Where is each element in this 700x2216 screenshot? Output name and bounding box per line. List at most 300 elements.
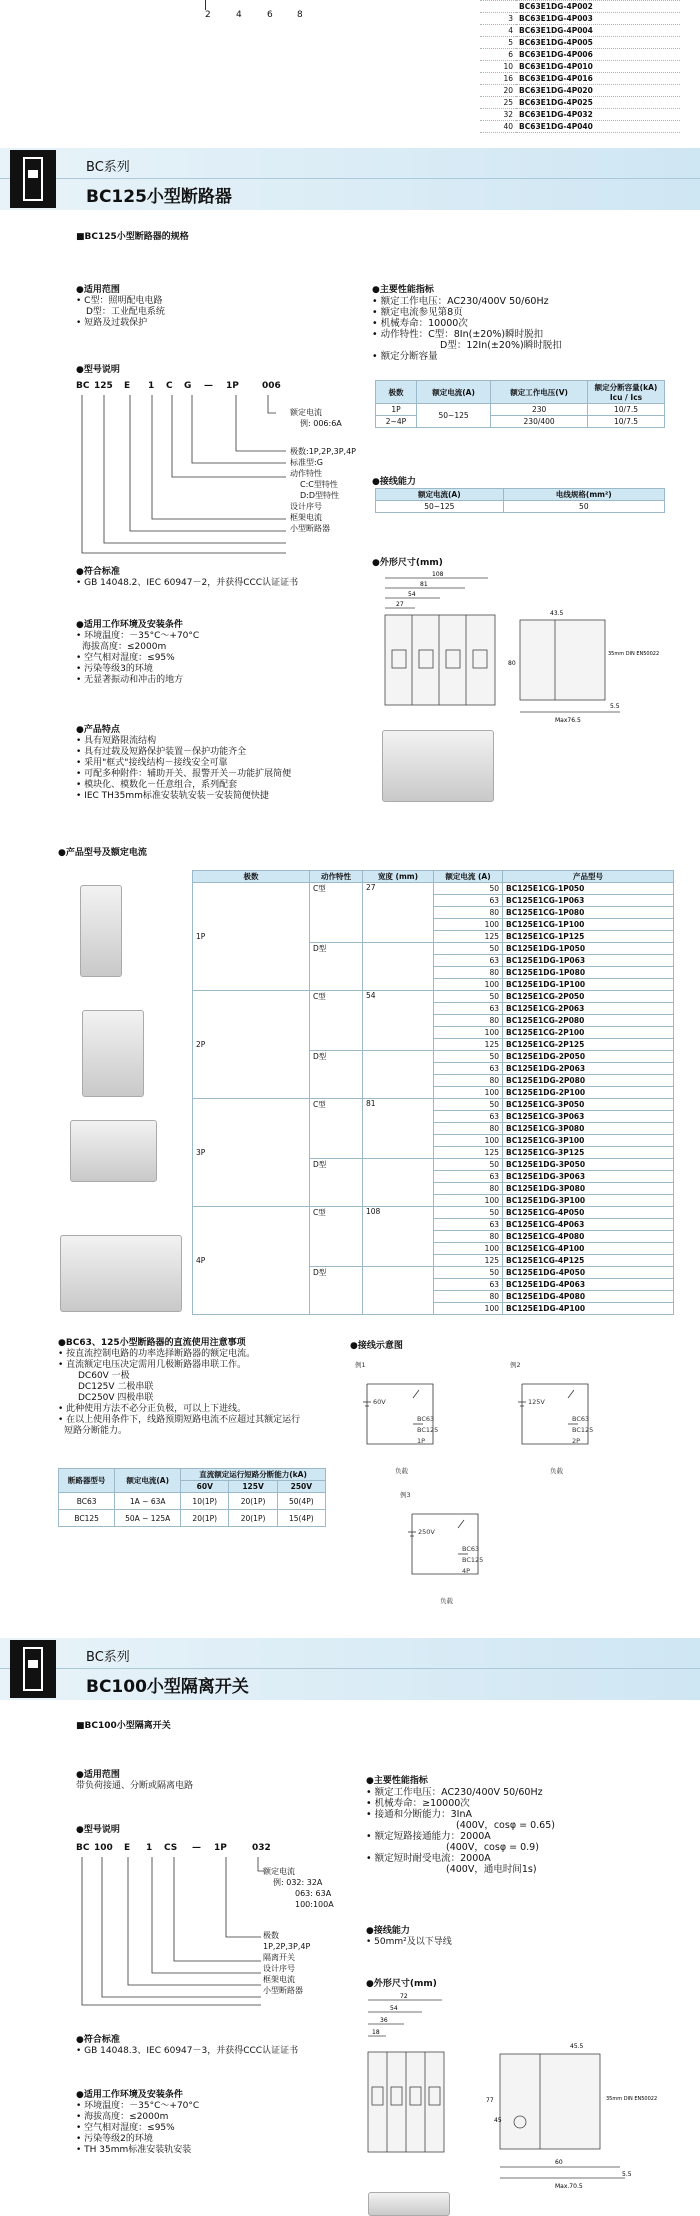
table-cell: BC63E1DG-4P010: [516, 61, 680, 73]
performance-line: • 接通和分断能力：3InA: [366, 1809, 472, 1820]
table-header: 额定电流(A): [416, 381, 490, 404]
model-label: 小型断路器: [263, 1986, 303, 1995]
performance-line: (400V，通电时间1s): [446, 1864, 537, 1875]
scope-line: • 短路及过载保护: [76, 318, 148, 328]
s2-model-code: [76, 1843, 316, 1857]
model-cell: BC125E1CG-2P080: [503, 1015, 674, 1027]
dc-note-line: • 此种使用方法不必分正负极，可以上下进线。: [58, 1404, 247, 1414]
dim-label: Max76.5: [555, 717, 581, 724]
isolator-icon: [10, 1640, 56, 1698]
dim-label: 81: [420, 581, 428, 588]
wiring-schematic: [518, 1374, 608, 1464]
model-code-part: 006: [262, 381, 281, 391]
dimensions-title: ●外形尺寸(mm): [372, 558, 443, 568]
model-code-part: CS: [164, 1843, 178, 1853]
current-cell: 80: [434, 1123, 503, 1135]
model-cell: BC125E1CG-1P050: [503, 883, 674, 895]
current-cell: 125: [434, 1147, 503, 1159]
table-cell: 10(1P): [181, 1493, 229, 1510]
model-cell: BC125E1DG-2P050: [503, 1051, 674, 1063]
performance-line: • 额定工作电压：AC230/400V 50/60Hz: [366, 1787, 543, 1798]
top-model-table: [480, 0, 680, 133]
current-cell: 50: [434, 991, 503, 1003]
width-cell: [363, 1159, 434, 1207]
model-label: 例: 032: 32A: [273, 1878, 323, 1887]
table-cell: 50: [503, 501, 664, 513]
breaking-capacity-table: [375, 380, 665, 428]
model-cell: BC125E1CG-1P125: [503, 931, 674, 943]
model-cell: BC125E1DG-3P080: [503, 1183, 674, 1195]
model-cell: BC125E1CG-2P125: [503, 1039, 674, 1051]
section1-subhead: ■BC125小型断路器的规格: [76, 232, 189, 242]
table-cell: 10/7.5: [588, 404, 665, 416]
product-photo-2p: [82, 1010, 144, 1097]
table-cell: 2~4P: [376, 416, 417, 428]
dim-label: 72: [400, 1993, 408, 2000]
model-label: D:D型特性: [300, 491, 340, 500]
trip-type-cell: D型: [310, 1159, 363, 1207]
environment-line: • TH 35mm标准安装轨安装: [76, 2145, 192, 2155]
breaker-icon: [10, 150, 56, 208]
model-label: 设计序号: [290, 502, 322, 511]
table-cell: 16: [480, 73, 516, 85]
model-cell: BC125E1DG-4P100: [503, 1303, 674, 1315]
model-code-part: BC: [76, 381, 90, 391]
model-cell: BC125E1CG-4P050: [503, 1207, 674, 1219]
section2-subhead: ■BC100小型隔离开关: [76, 1721, 171, 1731]
s2-scope-block: [76, 1770, 193, 1792]
scope-block: [76, 285, 165, 329]
wiring-load-label: 负载: [550, 1467, 563, 1475]
model-cell: BC125E1DG-1P063: [503, 955, 674, 967]
model-code-part: E: [124, 381, 131, 391]
model-cell: BC125E1CG-3P100: [503, 1135, 674, 1147]
current-cell: 63: [434, 1279, 503, 1291]
dim-label: 35mm DIN EN50022: [606, 2096, 658, 2102]
section1-title: BC125小型断路器: [86, 187, 232, 207]
dc-note-line: DC250V 四极串联: [78, 1393, 154, 1403]
standard-text: • GB 14048.2、IEC 60947－2，并获得CCC认证证书: [76, 578, 299, 588]
width-cell: 54: [363, 991, 434, 1051]
model-cell: BC125E1DG-4P050: [503, 1267, 674, 1279]
model-code-part: 1: [148, 381, 155, 391]
dc-note-line: 短路分断能力。: [64, 1426, 128, 1436]
dc-note-line: DC60V 一极: [78, 1371, 130, 1381]
table-cell: 32: [480, 109, 516, 121]
performance-line: (400V，cosφ = 0.65): [456, 1820, 555, 1831]
table-cell: BC63E1DG-4P020: [516, 85, 680, 97]
table-cell: BC63E1DG-4P025: [516, 97, 680, 109]
current-cell: 80: [434, 1075, 503, 1087]
model-label: 100:100A: [295, 1900, 334, 1909]
dim-label: 27: [396, 601, 404, 608]
table-header: 产品型号: [503, 871, 674, 883]
table-header: 极数: [376, 381, 417, 404]
wiring-model-line: BC63: [417, 1415, 435, 1423]
s2-environment-block: [76, 2090, 199, 2156]
width-cell: 81: [363, 1099, 434, 1159]
model-cell: BC125E1CG-1P100: [503, 919, 674, 931]
performance-line: • 机械寿命：10000次: [372, 318, 468, 329]
pole-number: 8: [297, 10, 303, 20]
dim-label: 5.5: [622, 2171, 632, 2178]
model-label: 框架电流: [290, 513, 322, 522]
table-row: [480, 13, 680, 25]
table-cell: BC63E1DG-4P006: [516, 49, 680, 61]
current-cell: 50: [434, 1099, 503, 1111]
model-cell: BC125E1CG-3P080: [503, 1123, 674, 1135]
table-row: [480, 49, 680, 61]
model-code-part: 1P: [214, 1843, 227, 1853]
product-list-table: [192, 870, 674, 1315]
table-header: 125V: [229, 1481, 277, 1493]
table-cell: 5: [480, 37, 516, 49]
s2-model-code-leaders: [76, 1857, 276, 2007]
model-code-part: —: [192, 1843, 201, 1853]
model-label: 额定电流: [290, 408, 322, 417]
s2-scope-line: 带负荷接通、分断或隔离电路: [76, 1781, 194, 1791]
s2-wire-text: • 50mm²及以下导线: [366, 1937, 452, 1947]
model-cell: BC125E1CG-2P050: [503, 991, 674, 1003]
current-cell: 125: [434, 931, 503, 943]
table-row: [193, 991, 674, 1003]
s2-scope-title: ●适用范围: [76, 1770, 120, 1780]
current-cell: 100: [434, 1027, 503, 1039]
current-cell: 80: [434, 1183, 503, 1195]
model-code-labels: [290, 407, 342, 429]
wiring-example-label: 例3: [400, 1491, 411, 1499]
model-cell: BC125E1DG-2P100: [503, 1087, 674, 1099]
table-cell: 230/400: [491, 416, 588, 428]
table-cell: BC63E1DG-4P004: [516, 25, 680, 37]
standard-title: ●符合标准: [76, 567, 120, 577]
wiring-load-label: 负载: [440, 1597, 453, 1605]
pole-number: 4: [236, 10, 242, 20]
current-cell: 100: [434, 1243, 503, 1255]
environment-line: • 环境温度：－35°C～+70°C: [76, 2101, 200, 2111]
model-label: 额定电流: [263, 1867, 295, 1876]
pole-cell: 3P: [193, 1099, 310, 1207]
width-cell: 27: [363, 883, 434, 943]
table-row: [193, 1207, 674, 1219]
s2-performance-title: ●主要性能指标: [366, 1776, 428, 1786]
pole-cell: 2P: [193, 991, 310, 1099]
table-cell: 1P: [376, 404, 417, 416]
environment-line: • 污染等级2的环境: [76, 2134, 153, 2144]
wiring-diagram: [400, 1490, 540, 1610]
table-row: [480, 61, 680, 73]
current-cell: 125: [434, 1255, 503, 1267]
model-code-part: G: [184, 381, 192, 391]
model-cell: BC125E1DG-2P080: [503, 1075, 674, 1087]
table-cell: 40: [480, 121, 516, 133]
trip-type-cell: C型: [310, 1207, 363, 1267]
table-header: 额定电流(A): [115, 1469, 181, 1493]
model-label: C:C型特性: [300, 480, 338, 489]
trip-type-cell: C型: [310, 883, 363, 943]
width-cell: [363, 1267, 434, 1315]
s2-model-title: ●型号说明: [76, 1825, 120, 1835]
s2-wire-title: ●接线能力: [366, 1926, 410, 1936]
product-list-title: ●产品型号及额定电流: [58, 848, 147, 858]
s2-dimensions-title: ●外形尺寸(mm): [366, 1979, 437, 1989]
model-code-leaders: [76, 395, 296, 555]
table-header: 电线规格(mm²): [503, 489, 664, 501]
current-cell: 125: [434, 1039, 503, 1051]
dim-label: 54: [408, 591, 416, 598]
wiring-model-line: 4P: [462, 1567, 471, 1575]
current-cell: 63: [434, 895, 503, 907]
current-cell: 50: [434, 1267, 503, 1279]
current-cell: 50: [434, 1159, 503, 1171]
standard-block: [76, 567, 298, 589]
environment-block: [76, 620, 199, 686]
table-row: [480, 109, 680, 121]
performance-line: • 额定分断容量: [372, 351, 438, 362]
current-cell: 50: [434, 883, 503, 895]
table-header: 额定电流 (A): [434, 871, 503, 883]
features-block: [76, 725, 291, 802]
table-row: [480, 37, 680, 49]
width-cell: [363, 943, 434, 991]
wiring-example-label: 例2: [510, 1361, 521, 1369]
table-cell: 10: [480, 61, 516, 73]
section1-series: BC系列: [86, 160, 130, 175]
feature-line: • 采用"框式"接线结构－接线安全可靠: [76, 758, 228, 768]
model-label: 框架电流: [263, 1975, 295, 1984]
section2-series: BC系列: [86, 1650, 130, 1665]
table-row: [480, 1, 680, 13]
pole-number: 2: [205, 10, 211, 20]
product-photo-1p: [80, 885, 122, 977]
table-cell: 50~125: [416, 404, 490, 428]
width-cell: 108: [363, 1207, 434, 1267]
dim-label: 36: [380, 2017, 388, 2024]
dim-label: 18: [372, 2029, 380, 2036]
dc-note-line: • 按直流控制电路的功率选择断路器的额定电流。: [58, 1349, 256, 1359]
table-row: [480, 73, 680, 85]
environment-line: • 无显著振动和冲击的地方: [76, 675, 184, 685]
current-cell: 80: [434, 1015, 503, 1027]
features-title: ●产品特点: [76, 725, 120, 735]
s2-performance-block: [366, 1776, 555, 1875]
table-header: 60V: [181, 1481, 229, 1493]
feature-line: • 模块化、模数化－任意组合，系列配套: [76, 780, 238, 790]
model-code-part: —: [204, 381, 213, 391]
wiring-model-line: BC63: [572, 1415, 590, 1423]
top-diagram-lines: [205, 0, 306, 10]
current-cell: 63: [434, 1219, 503, 1231]
pole-number: 6: [267, 10, 273, 20]
model-cell: BC125E1CG-4P080: [503, 1231, 674, 1243]
table-header: 额定分断容量(kA) Icu / Ics: [588, 381, 665, 404]
dim-label: 77: [486, 2097, 494, 2104]
dim-label: 45: [494, 2117, 502, 2124]
dim-label: Max.70.5: [555, 2183, 583, 2190]
model-label: 动作特性: [290, 469, 322, 478]
environment-line: 海拔高度：≤2000m: [82, 642, 167, 652]
s2-standard-title: ●符合标准: [76, 2035, 120, 2045]
feature-line: • IEC TH35mm标准安装轨安装－安装简便快捷: [76, 791, 269, 801]
wiring-diagram: [355, 1360, 495, 1480]
top-pole-numbers: [205, 10, 315, 24]
current-cell: 100: [434, 1195, 503, 1207]
table-row: [480, 97, 680, 109]
wire-capacity-table: [375, 488, 665, 513]
model-label: 极数: [263, 1931, 279, 1940]
model-label: 1P,2P,3P,4P: [263, 1942, 311, 1951]
model-code-part: BC: [76, 1843, 90, 1853]
wiring-voltage: 125V: [528, 1398, 545, 1406]
wiring-schematic: [363, 1374, 453, 1464]
table-cell: 10/7.5: [588, 416, 665, 428]
performance-line: • 机械寿命：≥10000次: [366, 1798, 470, 1809]
model-label: 例: 006:6A: [300, 419, 342, 428]
current-cell: 100: [434, 1135, 503, 1147]
table-cell: 230: [491, 404, 588, 416]
table-cell: 20(1P): [229, 1510, 277, 1527]
wiring-load-label: 负载: [395, 1467, 408, 1475]
trip-type-cell: C型: [310, 991, 363, 1051]
model-cell: BC125E1DG-3P100: [503, 1195, 674, 1207]
wiring-diagram: [510, 1360, 650, 1480]
table-header: 宽度 (mm): [363, 871, 434, 883]
model-code-part: 125: [94, 381, 113, 391]
model-cell: BC125E1DG-4P080: [503, 1291, 674, 1303]
current-cell: 63: [434, 1003, 503, 1015]
model-cell: BC125E1CG-2P100: [503, 1027, 674, 1039]
table-cell: 25: [480, 97, 516, 109]
model-cell: BC125E1CG-4P063: [503, 1219, 674, 1231]
performance-line: • 额定短路接通能力：2000A: [366, 1831, 491, 1842]
table-cell: 20(1P): [181, 1510, 229, 1527]
section2-title: BC100小型隔离开关: [86, 1677, 249, 1697]
dim-label: 5.5: [610, 703, 620, 710]
model-label: 极数:1P,2P,3P,4P: [290, 447, 356, 456]
model-label: 063: 63A: [295, 1889, 332, 1898]
performance-line: • 额定短时耐受电流：2000A: [366, 1853, 491, 1864]
table-cell: BC125: [59, 1510, 115, 1527]
model-cell: BC125E1DG-3P063: [503, 1171, 674, 1183]
table-header: 直流额定运行短路分断能力(kA): [181, 1469, 326, 1481]
feature-line: • 具有过载及短路保护装置－保护功能齐全: [76, 747, 247, 757]
model-cell: BC125E1CG-1P063: [503, 895, 674, 907]
table-cell: 1A ~ 63A: [115, 1493, 181, 1510]
table-row: [480, 121, 680, 133]
table-cell: 20(1P): [229, 1493, 277, 1510]
performance-line: (400V，cosφ = 0.9): [446, 1842, 539, 1853]
table-cell: 4: [480, 25, 516, 37]
feature-line: • 可配多种附件：辅助开关、报警开关－功能扩展简便: [76, 769, 292, 779]
model-code-part: 1: [146, 1843, 153, 1853]
model-code-labels-2: [290, 446, 356, 534]
model-cell: BC125E1DG-3P050: [503, 1159, 674, 1171]
current-cell: 63: [434, 955, 503, 967]
dc-note-line: • 在以上使用条件下，线路预期短路电流不应超过其额定运行: [58, 1415, 301, 1425]
environment-line: • 环境温度：－35°C～+70°C: [76, 631, 200, 641]
table-cell: BC63E1DG-4P003: [516, 13, 680, 25]
s2-model-labels-2: [263, 1930, 310, 1996]
performance-line: • 动作特性：C型：8In(±20%)瞬时脱扣: [372, 329, 544, 340]
current-cell: 100: [434, 1087, 503, 1099]
table-cell: BC63E1DG-4P032: [516, 109, 680, 121]
s2-environment-title: ●适用工作环境及安装条件: [76, 2090, 183, 2100]
model-code: [76, 381, 316, 395]
wiring-model: [417, 1414, 438, 1447]
model-label: 隔离开关: [263, 1953, 295, 1962]
wiring-title: ●接线示意图: [350, 1341, 403, 1351]
dim-label: 43.5: [550, 610, 564, 617]
table-cell: BC63E1DG-4P005: [516, 37, 680, 49]
table-header: 额定电流(A): [376, 489, 504, 501]
table-cell: 50(4P): [277, 1493, 325, 1510]
current-cell: 63: [434, 1171, 503, 1183]
trip-type-cell: D型: [310, 1267, 363, 1315]
table-header: 动作特性: [310, 871, 363, 883]
model-cell: BC125E1CG-2P063: [503, 1003, 674, 1015]
current-cell: 63: [434, 1063, 503, 1075]
model-cell: BC125E1DG-1P050: [503, 943, 674, 955]
current-cell: 80: [434, 1231, 503, 1243]
s2-wire-block: [366, 1926, 452, 1948]
table-cell: BC63E1DG-4P016: [516, 73, 680, 85]
feature-line: • 具有短路限流结构: [76, 736, 157, 746]
table-header-row: [193, 871, 674, 883]
scope-line: • C型：照明配电电路: [76, 296, 163, 306]
section2-header-divider: [0, 1668, 700, 1669]
model-label: 设计序号: [263, 1964, 295, 1973]
current-cell: 63: [434, 1111, 503, 1123]
wiring-model: [572, 1414, 593, 1447]
model-cell: BC125E1DG-1P080: [503, 967, 674, 979]
wiring-model-line: BC125: [572, 1426, 594, 1434]
section1-header-divider: [0, 178, 700, 179]
environment-line: • 污染等级3的环境: [76, 664, 153, 674]
table-cell: 15(4P): [277, 1510, 325, 1527]
scope-line: D型：工业配电系统: [86, 307, 165, 317]
table-row: [193, 1099, 674, 1111]
s2-model-labels: [263, 1866, 334, 1910]
table-row: [193, 883, 674, 895]
model-cell: BC125E1CG-3P050: [503, 1099, 674, 1111]
model-code-part: C: [166, 381, 173, 391]
model-cell: BC125E1DG-1P100: [503, 979, 674, 991]
table-cell: BC63E1DG-4P040: [516, 121, 680, 133]
current-cell: 50: [434, 1207, 503, 1219]
current-cell: 80: [434, 1291, 503, 1303]
performance-line: • 额定工作电压：AC230/400V 50/60Hz: [372, 296, 549, 307]
scope-title: ●适用范围: [76, 285, 120, 295]
trip-type-cell: D型: [310, 1051, 363, 1099]
current-cell: 80: [434, 967, 503, 979]
current-cell: 50: [434, 1051, 503, 1063]
environment-title: ●适用工作环境及安装条件: [76, 620, 183, 630]
performance-line: D型：12In(±20%)瞬时脱扣: [440, 340, 562, 351]
width-cell: [363, 1051, 434, 1099]
table-cell: 50A ~ 125A: [115, 1510, 181, 1527]
performance-block: [372, 285, 562, 362]
model-cell: BC125E1DG-2P063: [503, 1063, 674, 1075]
wiring-model-line: 1P: [417, 1437, 426, 1445]
model-code-part: 100: [94, 1843, 113, 1853]
model-cell: BC125E1DG-4P063: [503, 1279, 674, 1291]
pole-cell: 4P: [193, 1207, 310, 1315]
bc100-side-photo: [368, 2192, 450, 2216]
model-cell: BC125E1CG-3P125: [503, 1147, 674, 1159]
model-cell: BC125E1CG-4P125: [503, 1255, 674, 1267]
current-cell: 100: [434, 1303, 503, 1315]
dim-label: 54: [390, 2005, 398, 2012]
